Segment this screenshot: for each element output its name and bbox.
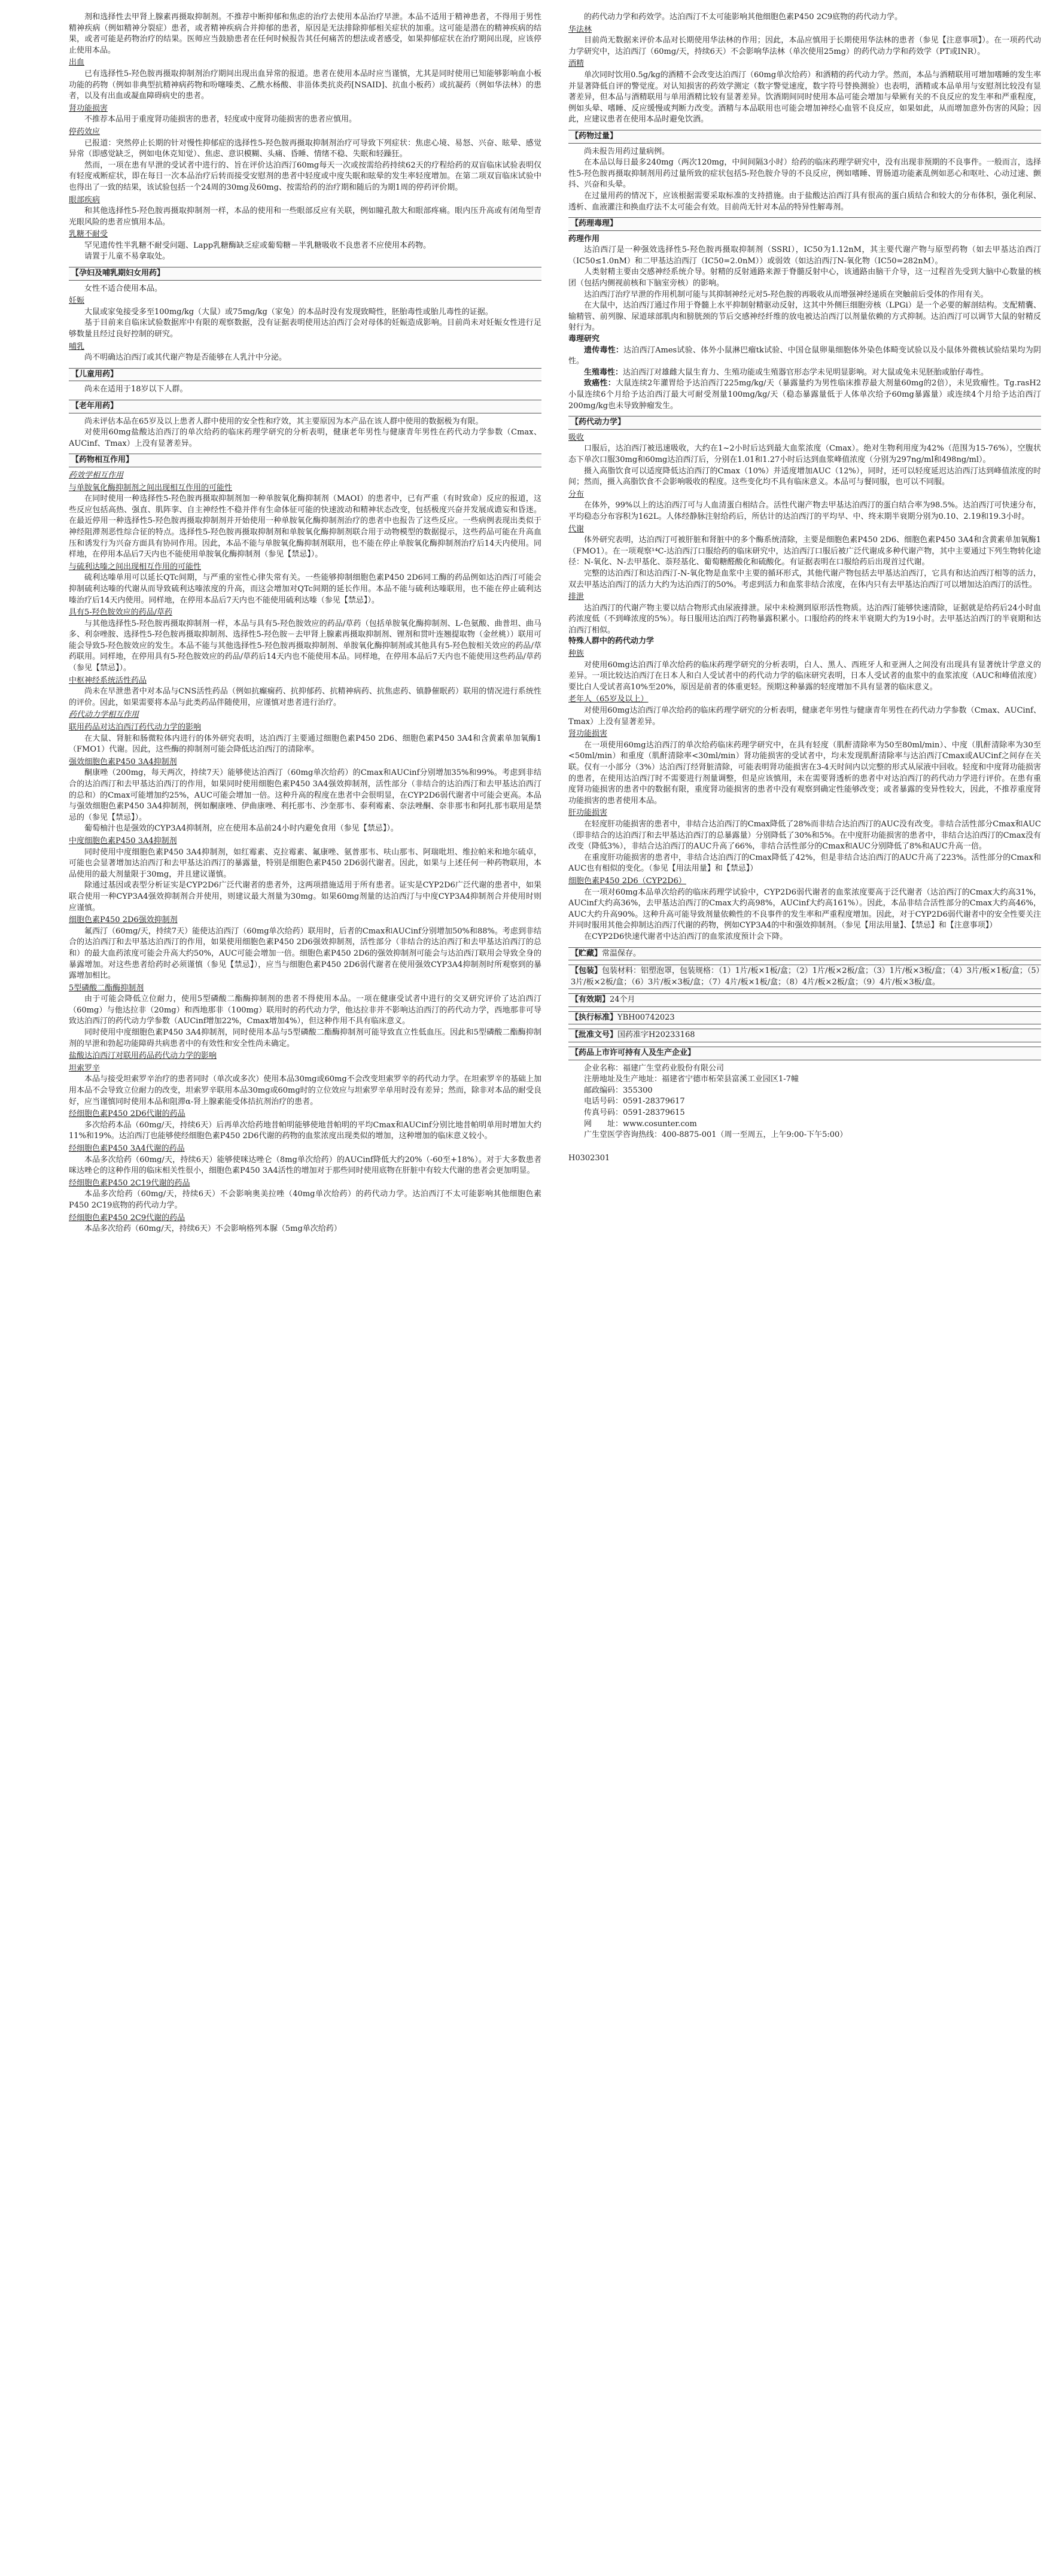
company-address: 福建省宁德市柘荣县富溪工业园区1-7幢: [662, 1075, 799, 1084]
paragraph: 在一项对60mg本品单次给药的临床药理学试验中，CYP2D6弱代谢者的血浆浓度要高于泛代谢者（达泊西汀的Cmax大约高31%，AUCinf大约高36%，去甲基达泊西汀的Cmax大约高98%，AUCinf大约高161%）。因此，本品非结合活性部分的Cmax大约高46%，AUC大约升高90%。这种升高可能导致剂量依赖性的不良事件的发生率和严重程度增加。因此，对于CYP2D6弱代谢者中的安全性要关注并同时服用其他会抑制达泊西汀代谢的药物，例如CYP3A4的中和强效抑制剂。（参见【用法用量】、【禁忌】和【注意事项】）: [568, 887, 1041, 930]
paragraph: 在大鼠中，达泊西汀通过作用于脊髓上水平抑制射精驱动反射，这其中外侧巨细胞旁核（LPGi）是一个必要的解剖结构。支配精囊、输精管、前列腺、尿道球部肌肉和膀胱颈的节后交感神经纤维的放电被达泊西汀以剂量依赖的方式抑制。达泊西汀可以调节大鼠的射精反射行为。: [568, 301, 1041, 333]
subheading-cyp-effect: 联用药品对达泊西汀药代动力学的影响: [69, 723, 202, 732]
paragraph: 本品多次给药（60mg/天，持续6天）能够使咪达唑仑（8mg单次给药）的AUCinf降低大约20%（-60至+18%）。对于大多数患者咪达唑仑的这种作用的临床相关性很小，细胞色素P450 3A4活性的增加对于那些同时使用底物在肝脏中有较大代谢的患者会更加明显。: [69, 1155, 541, 1176]
storage-value: 常温保存。: [602, 948, 641, 958]
paragraph: 目前尚无数据来评价本品对长期使用华法林的作用；因此，本品应慎用于长期使用华法林的患者（参见【注意事项】）。在一项药代动力学研究中，达泊西汀（60mg/天，持续6天）不会影响华法林（单次使用25mg）的药代动力学和药效学（PT或INR）。: [568, 36, 1041, 56]
paragraph: 尚未报告用药过量病例。: [584, 147, 670, 156]
subheading-special-populations: 特殊人群中的药代动力学: [568, 637, 655, 646]
section-heading-pregnancy: 【孕妇及哺乳期妇女用药】: [69, 267, 541, 281]
paragraph: 酮康唑（200mg，每天两次，持续7天）能够使达泊西汀（60mg单次给药）的Cmax和AUCinf分别增加35%和99%。考虑到非结合的达泊西汀和去甲基达泊西汀的作用，如果同时使用细胞色素P450 3A4强效抑制剂，活性部分（非结合的达泊西汀和去甲基达泊西汀的总和）的Cmax可能增加约25%，AUC可能会增加一倍。这种升高的程度在患者中会很明显，在CYP2D6弱代谢者中可能会更高。本品与强效细胞色素P450 3A4抑制剂，例如酮康唑、伊曲康唑、利托那韦、沙奎那韦、泰利霉素、奈法唑酮、奈非那韦和阿扎那韦联用是禁忌的（参见【禁忌】）。: [69, 768, 541, 822]
paragraph: 剂和选择性去甲肾上腺素再摄取抑制剂。不推荐中断抑郁和焦虑的治疗去使用本品治疗早泄。本品不适用于精神患者，不得用于男性精神疾病（例如精神分裂症）患者，或者精神疾病合并抑郁的患者，原因是无法排除抑郁相关症状的加重。这可能是潜在的精神疾病的结果，或者可能是药物治疗的结果。医师应当鼓励患者在任何时候报告其任何痛苦的想法或者感受，如果抑郁症状在治疗期间出现，应该停止使用本品。: [69, 13, 541, 55]
paragraph: 在重度肝功能损害的患者中，非结合达泊西汀的Cmax降低了42%，但是非结合达泊西汀的AUC升高了223%。活性部分的Cmax和AUC也有相似的变化。（参见【用法用量】和【禁忌】）: [568, 853, 1041, 874]
section-standard: [568, 1011, 1041, 1025]
paragraph: 然而，一项在患有早泄的受试者中进行的、旨在评价达泊西汀60mg每天一次或按需给药持续62天的疗程给药的双盲临床试验表明仅有轻度戒断症状，即在每日一次本品治疗后转而接受安慰剂的患者中轻度或中度失眠和眩晕的发生率轻度增加。在第二项双盲临床试验中也得出了一致的结果，该试验包括一个24周的30mg及60mg、按需给药的治疗期和随后的为期1周的停药评价期。: [69, 160, 541, 192]
section-heading-interactions: 【药物相互作用】: [69, 454, 541, 467]
package-value: 包装材料：铝塑泡罩，包装规格：（1）1片/板×1板/盒；（2）1片/板×2板/盒；（3）1片/板×3板/盒；（4）3片/板×1板/盒；（5）3片/板×2板/盒；（6）3片/板×3板/盒；（7）4片/板×1板/盒；（8）4片/板×2板/盒；（9）4片/板×3板/盒。: [571, 966, 1040, 987]
subheading-lactation: 哺乳: [69, 342, 85, 351]
left-column: [69, 12, 541, 1235]
paragraph: 达泊西汀是一种强效选择性5-羟色胺再摄取抑制剂（SSRI），IC50为1.12nM，其主要代谢产物与原型药物（如去甲基达泊西汀（IC50≤1.0nM）和二甲基达泊西汀（IC50=2.0nM））或弱效（如达泊西汀N-氧化物（IC50=282nM）。: [568, 245, 1041, 266]
leaflet-page: [69, 12, 1044, 2567]
paragraph: 大鼠或家兔接受多至100mg/kg（大鼠）或75mg/kg（家兔）的本品时没有发现致畸性，胚胎毒性或胎儿毒性的证据。: [84, 307, 493, 317]
company-fax: 0591-28379615: [623, 1108, 685, 1118]
genotox-label: 遗传毒性：: [584, 345, 624, 355]
subheading-effect-on-others: 盐酸达泊西汀对联用药品药代动力学的影响: [69, 1051, 217, 1061]
subheading-hepatic-pk: 肝功能损害: [568, 808, 608, 818]
paragraph: 达泊西汀治疗早泄的作用机制可能与其抑制神经元对5-羟色胺的再吸收从而增强神经递质在突触前后受体的作用有关。: [584, 290, 988, 299]
company-name-label: 企业名称：: [584, 1063, 623, 1073]
subheading-race: 种族: [568, 649, 585, 659]
paragraph: 口服后，达泊西汀被迅速吸收，大约在1~2小时后达到最大血浆浓度（Cmax）。绝对生物利用度为42%（范围为15-76%），空腹状态下单次口服30mg和60mg达泊西汀后，分别在1.01和1.27小时后达到血浆峰值浓度（分别为297ng/ml和498ng/ml）。: [568, 444, 1041, 464]
section-heading-overdose: 【药物过量】: [568, 130, 1041, 144]
genotox-text: 达泊西汀Ames试验、体外小鼠淋巴瘤tk试验、中国仓鼠卵巢细胞体外染色体畸变试验以及小鼠体外微核试验结果均为阴性。: [568, 345, 1041, 366]
paragraph: 尚未在适用于18岁以下人群。: [84, 385, 188, 394]
company-postcode-row: [568, 1085, 1041, 1097]
paragraph: 多次给药本品（60mg/天，持续6天）后再单次给药地昔帕明能够使地昔帕明的平均Cmax和AUCinf分别比地昔帕明单用时增加大约11%和19%。达泊西汀也能够使经细胞色素P450 2D6代谢的药物的血浆浓度出现类似的增加，这种增加的临床意义较小。: [69, 1120, 541, 1141]
paragraph: 基于目前来自临床试验数据库中有限的观察数据，没有证据表明使用达泊西汀会对母体的妊娠造成影响。目前尚未对妊娠女性进行足够数量且经过良好控制的研究。: [69, 318, 541, 339]
paragraph: 对使用60mg盐酸达泊西汀的单次给药的临床药理学研究的分析表明，健康老年男性与健康青年男性在药代动力学参数（Cmax、AUCinf、Tmax）上没有显著差异。: [69, 428, 541, 448]
subheading-warfarin: 华法林: [568, 25, 592, 34]
paragraph: 除通过基因或表型分析证实是CYP2D6广泛代谢者的患者外，这两项措施适用于所有患者。证实是CYP2D6广泛代谢的患者中，如果联合使用一种CYP3A4强效抑制剂合并使用，则建议最大剂量为30mg。如果60mg剂量的达泊西汀与中度CYP3A4抑制剂合并使用时则应谨慎。: [69, 881, 541, 913]
paragraph: 体外研究表明，达泊西汀可被肝脏和肾脏中的多个酶系统清除，主要是细胞色素P450 2D6、细胞色素P450 3A4和含黄素单加氧酶1（FMO1）。在一项观察¹⁴C-达泊西汀口服给药的临床研究中，达泊西汀口服后被广泛代谢成多种代谢产物，其中主要通过下列生物转化途径：N-氧化、N-去甲基化、萘羟基化、葡萄糖醛酸化和硫酸化。有证据表明在口服给药后出现首过代谢。: [568, 536, 1041, 567]
package-label: 【包装】: [571, 966, 602, 976]
company-address-row: [568, 1074, 1041, 1085]
paragraph: 在过量用药的情况下，应该根据需要采取标准的支持措施。由于盐酸达泊西汀具有很高的蛋白质结合和较大的分布体积，强化利尿、透析、血液灌注和换血疗法不太可能会有效。目前尚无针对本品的特异性解毒剂。: [568, 191, 1041, 212]
paragraph: 请置于儿童不易拿取处。: [84, 252, 171, 261]
paragraph: 的药代动力学和药效学。达泊西汀不太可能影响其他细胞色素P450 2C9底物的药代动力学。: [584, 13, 903, 22]
subheading-withdrawal: 停药效应: [69, 127, 101, 136]
section-heading-pharmacokinetics: 【药代动力学】: [568, 416, 1041, 430]
paragraph: 达泊西汀的代谢产物主要以结合物形式由尿液排泄。尿中未检测到原形活性物质。达泊西汀能够快速清除，证据就是给药后24小时血药浓度低（不到峰浓度的5%）。每日服用达泊西汀药物暴露积累小。口服给药的终末半衰期大约为19小时。去甲基达泊西汀的半衰期和达泊西汀相似。: [568, 603, 1041, 635]
company-hotline: 400-8875-001（周一至周五，上午9:00-下午5:00）: [662, 1130, 848, 1140]
paragraph: 硫利达嗪单用可以延长QTc间期，与严重的室性心律失常有关。一些能够抑制细胞色素P450 2D6同工酶的药品例如达泊西汀可能会抑制硫利达嗪的代谢从而导致硫利达嗪浓度的升高，而这会增加对QTc间期的延长作用。本品不能与硫利达嗪联用，也不能在停止硫利达嗪治疗后14天内使用。同样地，在停用本品后7天内也不能使用硫利达嗪（参见【禁忌】）。: [69, 573, 541, 605]
paragraph: 尚不明确达泊西汀或其代谢产物是否能够在人乳汁中分泌。: [84, 353, 287, 363]
standard-value: YBH00742023: [617, 1012, 675, 1022]
subheading-elimination: 排泄: [568, 592, 585, 602]
paragraph: 同时使用中度细胞色素P450 3A4抑制剂，如红霉素、克拉霉素、氟康唑、氨普那韦、呋山那韦、阿瑞吡坦、维拉帕米和地尔硫卓，可能也会显著增加达泊西汀和去甲基达泊西汀的暴露量，特别是细胞色素P450 2D6弱代谢者。因此，如果与上述任何一种药物联用，本品使用的最大剂量限于30mg，并且建议谨慎。: [69, 847, 541, 879]
subheading-cyp2d6-substrates: 经细胞色素P450 2D6代谢的药品: [69, 1109, 185, 1119]
validity-value: 24个月: [610, 995, 635, 1005]
subheading-cyp2c9-substrates: 经细胞色素P450 2C9代谢的药品: [69, 1213, 185, 1222]
company-address-label: 注册地址及生产地址：: [584, 1075, 662, 1084]
company-name-row: [568, 1063, 1041, 1075]
subheading-toxicology: 毒理研究: [568, 334, 600, 344]
carc-text: 大鼠连续2年灌胃给予达泊西汀225mg/kg/天（暴露量约为男性临床推荐最大剂量60mg的2倍），未见致瘤性。Tg.rasH2小鼠连续6个月给予达泊西汀最大可耐受剂量100mg/kg/天（稳态暴露量低于人体单次给予60mg暴露量）或连续4个月给予达泊西汀200mg/kg也未导致肿瘤发生。: [568, 379, 1041, 410]
paragraph: 对使用60mg达泊西汀单次给药的临床药理学研究的分析表明，白人、黑人、西班牙人和亚洲人之间没有出现具有显著统计学意义的差异。一项比较达泊西汀在日本人和白人受试者中的药代动力学的临床研究表明，日本人受试者的血浆中的血浆浓度（AUC和峰值浓度）要比白人受试者高10%至20%，原因是前者的体重更轻。预期这种暴露的轻度增加不具有显著的临床意义。: [568, 660, 1041, 692]
section-storage: [568, 947, 1041, 961]
carc-label: 致癌性：: [584, 379, 616, 388]
paragraph: 单次同时饮用0.5g/kg的酒精不会改变达泊西汀（60mg单次给药）和酒精的药代动力学。然而，本品与酒精联用可增加嗜睡的发生率并显著降低自评的警觉度。对认知损害的药效学测定（数字警觉速度，数字符号替换测验）也表明，酒精或本品单用与安慰剂比较没有显著差异，但本品与酒精联用与单用酒精比较有显著差异。饮酒期间同时使用本品可能会增加与晕厥有关的不良反应的发生率和严重程度，例如头晕、嗜睡、反应缓慢或判断力改变。酒精与本品联用也可能会增加神经心血管不良反应，如果如此，从而增加意外伤害的风险；因此，应建议患者在使用本品时避免饮酒。: [568, 70, 1041, 124]
subheading-cyp2d6-strong: 细胞色素P450 2D6强效抑制剂: [69, 916, 178, 925]
subheading-maoi: 与单胺氧化酶抑制剂之间出现相互作用的可能性: [69, 483, 233, 492]
subheading-pharmacodynamic: 药效学相互作用: [69, 470, 124, 480]
section-approval: [568, 1029, 1041, 1042]
subheading-thioridazine: 与硫利达嗪之间出现相互作用的可能性: [69, 562, 202, 571]
paragraph: [568, 378, 1041, 412]
paragraph: 摄入高脂饮食可以适度降低达泊西汀的Cmax（10%）并适度增加AUC（12%），同时，还可以轻度延迟达泊西汀达到峰值浓度的时间；然而，摄入高脂饮食不会影响吸收的程度。这些变化均不具有临床意义。本品可与餐同服，也可以不同服。: [568, 466, 1041, 487]
subheading-distribution: 分布: [568, 489, 585, 499]
repro-text: 达泊西汀对雄雌大鼠生育力、生殖功能或生殖器官形态学未见明显影响。对大鼠或兔未见胚胎或胎仔毒性。: [623, 367, 989, 377]
section-heading-pharmacology-toxicology: 【药理毒理】: [568, 217, 1041, 231]
paragraph: 在CYP2D6快速代谢者中达泊西汀的血浆浓度预计会下降。: [584, 932, 788, 941]
paragraph: 尚未在早泄患者中对本品与CNS活性药品（例如抗癫痫药、抗抑郁药、抗精神病药、抗焦虑药、镇静催眠药）联用的情况进行系统性的评价。因此，如果需要将本品与此类药品伴随使用，应谨慎对患者进行治疗。: [69, 687, 541, 707]
section-package: [568, 965, 1041, 989]
paragraph: 已有选择性5-羟色胺再摄取抑制剂治疗期间出现出血异常的报道。患者在使用本品时应当谨慎，尤其是同时使用已知能够影响血小板功能的药物（例如非典型抗精神病药物和吩噻嗪类、乙酰水杨酸、非甾体类抗炎药[NSAID]、抗血小板药）或抗凝药（例如华法林）的患者，以及有出血或凝血障碍病史的患者。: [69, 69, 541, 101]
company-web-label: 网 址：: [584, 1119, 623, 1129]
section-validity: [568, 993, 1041, 1007]
company-phone-label: 电话号码：: [584, 1097, 623, 1106]
subheading-pharmacology: 药理作用: [568, 234, 600, 244]
paragraph: 在轻度肝功能损害的患者中，非结合达泊西汀的Cmax降低了28%而非结合达泊西汀的AUC没有改变。非结合活性部分Cmax和AUC（即非结合的达泊西汀和去甲基达泊西汀的总暴露量）分别降低了30%和5%。在中度肝功能损害的患者中，非结合达泊西汀的Cmax没有改变（降低3%），非结合达泊西汀的AUC升高了66%，非结合活性部分的Cmax和AUC分别降低了8%和AUC升高一倍。: [568, 819, 1041, 851]
company-name: 福建广生堂药业股份有限公司: [623, 1063, 725, 1073]
paragraph: 葡萄柚汁也是强效的CYP3A4抑制剂，应在使用本品前24小时内避免食用（参见【禁忌】）。: [84, 824, 398, 834]
standard-label: 【执行标准】: [571, 1012, 618, 1022]
subheading-pde5: 5型磷酸二酯酶抑制剂: [69, 983, 144, 993]
paragraph: 已报道：突然停止长期的针对慢性抑郁症的选择性5-羟色胺再摄取抑制剂治疗可导致下列症状：焦虑心境、易怒、兴奋、眩晕、感觉异常（即感觉缺乏，例如电休克知觉）、焦虑、意识模糊、头痛、昏睡、情绪不稳、失眠和轻躁狂。: [69, 138, 541, 159]
subheading-absorption: 吸收: [568, 433, 585, 442]
subheading-cyp3a4-strong: 强效细胞色素P450 3A4抑制剂: [69, 757, 177, 767]
paragraph: 在一项使用60mg达泊西汀的单次给药临床药理学研究中，在具有轻度（肌酐清除率为50至80ml/min）、中度（肌酐清除率为30至<50ml/min）和重度（肌酐清除率<30ml/min）肾功能损害的受试者中，均未发现肌酐清除率与达泊西汀Cmax或AUCinf之间存在关联。仅有一小部分（3%）达泊西汀经肾脏清除，可能表明肾功能损害在3-4天时间内以完整的形式从尿液中回收。轻度和中度肾功能损害的患者，在使用达泊西汀时不需要进行剂量调整，但是应该慎用，未在需要肾透析的患者中对达泊西汀的药代动力学进行评价。在患有重度肾功能损害的患者中的数据有限，重度肾功能损害的患者中没有观察到确定性能够改变；或者暴露的变异性较大，因此，不推荐重度肾功能损害的患者使用本品。: [568, 740, 1041, 805]
subheading-renal: 肾功能损害: [69, 104, 108, 113]
paragraph: 完整的达泊西汀和达泊西汀-N-氧化物是血浆中主要的循环形式，其他代谢产物包括去甲基达泊西汀，它具有和达泊西汀相等的活力，双去甲基达泊西汀的活力大约为达泊西汀的50%。考虑到活力和血浆非结合浓度，在体内只有去甲基达泊西汀可以增加达泊西汀的活性。: [568, 568, 1041, 589]
right-column: [568, 12, 1041, 1164]
subheading-alcohol: 酒精: [568, 59, 585, 69]
paragraph: 和其他选择性5-羟色胺再摄取抑制剂一样，本品的使用和一些眼部反应有关联，例如瞳孔散大和眼部疼痛。眼内压升高或有闭角型青光眼风险的患者应慎用本品。: [69, 206, 541, 227]
section-heading-mah: 【药品上市许可持有人及生产企业】: [568, 1047, 1041, 1060]
paragraph: 在同时使用一种选择性5-羟色胺再摄取抑制剂加一种单胺氧化酶抑制剂（MAOI）的患者中，已有严重（有时致命）反应的报道，这些反应包括高热、强直、肌阵挛、自主神经性不稳并伴有生命体征可能的快速波动和精神状态改变，包括极度兴奋并发展成谵妄和昏迷。在最近停用一种选择性5-羟色胺再摄取抑制剂并开始使用一种单胺氧化酶抑制剂治疗的患者中也报告了这些反应。一些病例表现出类似于神经阻滞剂恶性综合征的特点。选择性5-羟色胺再摄取抑制剂和单胺氧化酶抑制剂联合用于动物模型的数据提示，这些药品可能在升高血压和诱发行为兴奋方面具有协同作用。因此，本品不能与单胺氧化酶抑制剂联用，也不能在停止单胺氧化酶抑制剂治疗后14天内使用。同样地，在停用本品后7天内也不能使用单胺氧化酶抑制剂（参见【禁忌】）。: [69, 494, 541, 559]
paragraph: 对使用60mg达泊西汀单次给药的临床药理学研究的分析表明，健康老年男性与健康青年男性在药代动力学参数（Cmax、AUCinf、Tmax）上没有显著差异。: [568, 706, 1041, 726]
subheading-tamsulosin: 坦索罗辛: [69, 1063, 101, 1073]
storage-label: 【贮藏】: [571, 948, 602, 958]
paragraph: 同时使用中度细胞色素P450 3A4抑制剂，同时使用本品与5型磷酸二酯酶抑制剂可能导致直立性低血压。因此和5型磷酸二酯酶抑制剂的早泄和勃起功能障碍共病患者中的有效性和安全性尚未确定。: [69, 1028, 541, 1048]
paragraph: [568, 367, 1041, 379]
paragraph: 人类射精主要由交感神经系统介导。射精的反射通路来源于脊髓反射中心，该通路由脑干介导，这一过程首先受到大脑中心数量的核团（包括内侧视前核和下脑室旁核）的影响。: [568, 267, 1041, 288]
company-fax-label: 传真号码：: [584, 1108, 623, 1118]
subheading-cyp3a4-substrates: 经细胞色素P450 3A4代谢的药品: [69, 1144, 185, 1153]
subheading-pharmacokinetic: 药代动力学相互作用: [69, 710, 139, 720]
paragraph: 在本品以每日最多240mg（两次120mg，中间间隔3小时）给药的临床药理学研究中，没有出现非预期的不良事件。一般而言，选择性5-羟色胺再摄取抑制剂用药过量所致的症状包括5-羟色胺介导的不良反应，例如嗜睡、胃肠道功能紊乱例如恶心和呕吐、心动过速、颤抖、兴奋和头晕。: [568, 158, 1041, 190]
document-code: H0302301: [568, 1153, 610, 1163]
company-hotline-label: 广生堂医学咨询热线：: [584, 1130, 662, 1140]
company-postcode-label: 邮政编码：: [584, 1085, 623, 1095]
section-heading-elderly: 【老年用药】: [69, 400, 541, 413]
subheading-elderly-pk: 老年人（65岁及以上）: [568, 695, 649, 704]
paragraph: 罕见遗传性半乳糖不耐受问题、Lapp乳糖酶缺乏症或葡萄糖－半乳糖吸收不良患者不应使用本药物。: [84, 241, 431, 250]
approval-label: 【批准文号】: [571, 1030, 618, 1040]
company-phone: 0591-28379617: [623, 1097, 685, 1106]
subheading-metabolism: 代谢: [568, 524, 585, 534]
validity-label: 【有效期】: [571, 995, 610, 1005]
subheading-lactose: 乳糖不耐受: [69, 230, 108, 239]
section-heading-children: 【儿童用药】: [69, 368, 541, 382]
paragraph: 本品多次给药（60mg/天，持续6天）不会影响格列本脲（5mg单次给药）: [84, 1224, 342, 1234]
repro-label: 生殖毒性：: [584, 367, 623, 377]
subheading-cyp3a4-moderate: 中度细胞色素P450 3A4抑制剂: [69, 836, 177, 846]
subheading-serotonergic: 具有5-羟色胺效应的药品/草药: [69, 608, 173, 618]
company-web: www.cosunter.com: [623, 1119, 697, 1129]
company-phone-row: [568, 1096, 1041, 1108]
subheading-cyp2c19-substrates: 经细胞色素P450 2C19代谢的药品: [69, 1178, 190, 1188]
subheading-bleeding: 出血: [69, 58, 85, 68]
paragraph: 女性不适合使用本品。: [84, 284, 163, 293]
paragraph: 本品多次给药（60mg/天，持续6天）不会影响奥美拉唑（40mg单次给药）的药代动力学。达泊西汀不太可能影响其他细胞色素P450 2C19底物的药代动力学。: [69, 1190, 541, 1210]
paragraph: 在体外，99%以上的达泊西汀可与人血清蛋白相结合。活性代谢产物去甲基达泊西汀的蛋白结合率为98.5%。达泊西汀可快速分布，平均稳态分布容积为162L。人体经静脉注射给药后，所估计的达泊西汀的平均早、中、终末期半衰期分别为0.10、2.19和19.3小时。: [568, 501, 1041, 521]
company-postcode: 355300: [623, 1085, 653, 1095]
paragraph: 与其他选择性5-羟色胺再摄取抑制剂一样，本品与具有5-羟色胺效应的药品/草药（包括单胺氧化酶抑制剂、L-色氨酸、曲普坦、曲马多、利奈唑胺、选择性5-羟色胺再摄取抑制剂、选择性5-羟色胺－去甲肾上腺素再摄取抑制剂、锂剂和贯叶连翘提取物（金丝桃））联用可能会导致5-羟色胺效应的发生。本品不能与其他选择性5-羟色胺再摄取抑制剂、单胺氧化酶抑制剂或其他具有5-羟色胺相关效应的药品/草药联用。同样地，在停用具有5-羟色胺效应的药品/草药后14天内也不能使用本品。同样地，在停用本品后7天内也不能使用这些药品/草药（参见【禁忌】）。: [69, 619, 541, 673]
paragraph: 不推荐本品用于重度肾功能损害的患者，轻度或中度肾功能损害的患者应慎用。: [84, 115, 357, 124]
subheading-pregnancy: 妊娠: [69, 296, 85, 306]
paragraph: 本品与接受坦索罗辛治疗的患者同时（单次或多次）使用本品30mg或60mg不会改变坦索罗辛的药代动力学。在坦索罗辛的基础上加用本品不会导致立位耐力的改变，坦索罗辛联用本品30mg或60mg时的立位效应与坦索罗辛单用时没有差异；然而，除非对本品的耐受良好，应当谨慎同时使用本品和阻滞α-肾上腺素能受体拮抗剂治疗的患者。: [69, 1075, 541, 1106]
subheading-eye: 眼部疾病: [69, 195, 101, 205]
paragraph: 尚未评估本品在65岁及以上患者人群中使用的安全性和疗效，其主要原因为本产品在该人群中使用的数据极为有限。: [84, 416, 483, 426]
paragraph: 由于可能会降低立位耐力，使用5型磷酸二酯酶抑制剂的患者不得使用本品。一项在健康受试者中进行的交叉研究评价了达泊西汀（60mg）与他达拉非（20mg）和西地那非（100mg）联用时的药代动力学，他达拉非并不影响达泊西汀的药代动力学，西地那非可导致达泊西汀的药代动力学参数（AUCinf增加22%，Cmax增加4%），但这种作用不具有临床意义。: [69, 994, 541, 1026]
company-fax-row: [568, 1108, 1041, 1119]
paragraph: 在大鼠、肾脏和肠微粒体内进行的体外研究表明，达泊西汀主要通过细胞色素P450 2D6、细胞色素P450 3A4和含黄素单加氧酶1（FMO1）代谢。因此，这些酶的抑制剂可能会降低达泊西汀的清除率。: [69, 734, 541, 755]
paragraph: 氟西汀（60mg/天，持续7天）能使达泊西汀（60mg单次给药）联用时，后者的Cmax和AUCinf分别增加50%和88%。考虑到非结合的达泊西汀和去甲基达泊西汀的作用，如果使用细胞色素P450 2D6强效抑制剂，活性部分（非结合的达泊西汀和去甲基达泊西汀的总和）的最大血药浓度可能会升高大约50%，AUC可能会增加一倍。细胞色素P450 2D6的强效抑制剂可能会与达泊西汀联用会导致全身的暴露增加。对这些患者给药时必须谨慎（参见【禁忌】），应当与细胞色素P450 2D6弱代谢者在使用强效CYP3A4抑制剂时所观察到的暴露增加相比。: [69, 926, 541, 981]
paragraph: [568, 345, 1041, 367]
subheading-cns: 中枢神经系统活性药品: [69, 676, 147, 685]
company-hotline-row: [568, 1130, 1041, 1141]
approval-value: 国药准字H20233168: [617, 1030, 695, 1040]
subheading-cyp2d6-pk: 细胞色素P450 2D6（CYP2D6）: [568, 876, 686, 886]
company-web-row: [568, 1119, 1041, 1130]
subheading-renal-pk: 肾功能损害: [568, 729, 608, 739]
